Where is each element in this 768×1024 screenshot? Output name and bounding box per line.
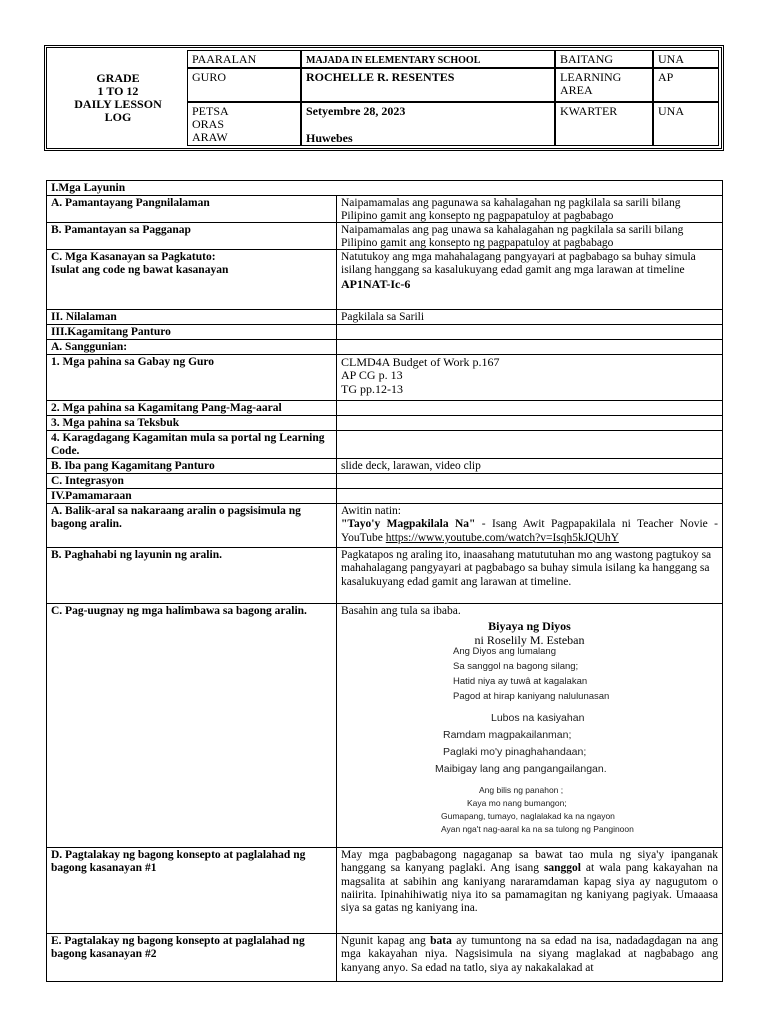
grade-level-label: BAITANG <box>555 50 653 68</box>
grade-title <box>49 50 187 146</box>
row-value: Pagkatapos ng araling ito, inaasahang matututuhan mo ang wastong pagtukoy sa mahahalagang pangyayari at pagbabago sa buhay simula isilang ka hanggang sa kasalukuyang edad gamit ang larawan at timeline. <box>341 549 712 588</box>
emphasis-word: sanggol <box>543 862 582 875</box>
resources-row <box>47 325 722 340</box>
learner-materials-row <box>47 401 722 416</box>
other-resources-row <box>47 459 722 474</box>
examples-row <box>47 604 722 848</box>
row-value: May mga pagbabagong nagaganap sa bawat tao mula ng siya'y ipanganak hanggang sa kanyang paglaki. Ang isang sanggol at wala pang kakayahan na magsalita at sabihin ang kaniyang nararamdaman kapag siya ay nagugutom o naiirita. Ipinahihiwatig niya ito sa pamamagitan ng kaniyang pagiyak. Umaaasa siya sa gatas ng kaniyang ina. <box>341 849 718 915</box>
row-label: B. Paghahabi ng layunin ng aralin. <box>47 548 337 603</box>
grade-line: GRADE <box>96 71 140 85</box>
performance-standard-row <box>47 223 722 250</box>
row-value: Awitin natin: "Tayo'y Magpakilala Na" - Isang Awit Pagpapakilala ni Teacher Novie - YouTube https://www.youtube.com/watch?v=Isqh5kJQUhY <box>341 505 718 544</box>
competencies-row <box>47 250 722 310</box>
row-value: Naipamamalas ang pag unawa sa kahalagahan ng pagkilala sa sarili bilang Pilipino gamit ang konsepto ng pagpapatuloy at pagbabago <box>341 224 684 250</box>
poem-stanza-3: Ang bilis ng panahon ; Kaya mo nang bumangon; Gumapang, tumayo, naglalakad ka na ngayon Ayan nga't nag-aaral ka na sa tulong ng Panginoon <box>441 785 634 834</box>
row-label: D. Pagtalakay ng bagong konsepto at paglalahad ng bagong kasanayan #1 <box>47 848 337 933</box>
row-label: A. Pamantayang Pangnilalaman <box>47 196 337 222</box>
grade-level-value: UNA <box>653 50 719 68</box>
school-label: PAARALAN <box>187 50 301 68</box>
poem-title: Biyaya ng Diyos <box>488 619 571 634</box>
teacher-guide-row <box>47 355 722 401</box>
song-title: "Tayo'y Magpakilala Na" <box>341 518 476 531</box>
emphasis-word: bata <box>430 935 452 947</box>
integration-row <box>47 474 722 489</box>
grade-line: LOG <box>104 110 132 124</box>
date-labels <box>187 102 301 146</box>
references-row <box>47 340 722 355</box>
row-label: 1. Mga pahina sa Gabay ng Guro <box>47 355 337 400</box>
purpose-row <box>47 548 722 604</box>
row-label: II. Nilalaman <box>47 310 337 324</box>
day-label: ARAW <box>192 130 228 144</box>
discussion-1-row <box>47 848 722 934</box>
quarter-value: UNA <box>653 102 719 146</box>
poem-intro: Basahin ang tula sa ibaba. <box>341 605 461 617</box>
row-label: C. Pag-uugnay ng mga halimbawa sa bagong aralin. <box>47 604 337 847</box>
lesson-log-header <box>44 45 724 151</box>
procedures-row <box>47 489 722 504</box>
row-label: A. Balik-aral sa nakaraang aralin o pagsisimula ng bagong aralin. <box>47 504 337 547</box>
content-row <box>47 310 722 325</box>
poem-stanza-2: Lubos na kasiyahan Ramdam magpakailanman; Paglaki mo'y pinaghahandaan; Maibigay lang ang pangangailangan. <box>435 712 607 775</box>
row-label: III.Kagamitang Panturo <box>47 325 337 339</box>
poem-stanza-1: Ang Diyos ang lumalang Sa sanggol na bagong silang; Hatid niya ay tuwâ at kagalakan Pagod at hirap kaniyang nalulunasan <box>453 646 610 702</box>
row-value: Naipamamalas ang pagunawa sa kahalagahan ng pagkilala sa sarili bilang Pilipino gamit ang konsepto ng pagpapatuloy at pagbabago <box>341 197 681 223</box>
row-value: Natutukoy ang mga mahahalagang pangyayari at pagbabago sa buhay simula isilang hanggang sa kasalukuyang edad gamit ang mga larawan at timeline AP1NAT-Ic-6 <box>337 250 722 309</box>
content-standard-row <box>47 196 722 223</box>
teacher-label: GURO <box>187 68 301 102</box>
song-description: - Isang Awit Pagpapakilala ni Teacher Novie - YouTube <box>341 518 718 544</box>
section-heading: I.Mga Layunin <box>51 182 126 194</box>
competency-code: AP1NAT-Ic-6 <box>341 276 411 291</box>
objectives-row <box>47 181 722 196</box>
lesson-table <box>46 180 723 982</box>
row-label: B. Pamantayan sa Pagganap <box>47 223 337 249</box>
row-label: 2. Mga pahina sa Kagamitang Pang-Mag-aaral <box>47 401 337 415</box>
review-row <box>47 504 722 548</box>
school-value: MAJADA IN ELEMENTARY SCHOOL <box>301 50 555 68</box>
row-label: C. Integrasyon <box>47 474 337 488</box>
grade-line: DAILY LESSON <box>74 97 162 111</box>
time-label: ORAS <box>192 117 225 131</box>
song-link[interactable]: https://www.youtube.com/watch?v=Isqh5kJQUhY <box>385 531 619 544</box>
discussion-2-row <box>47 934 722 982</box>
poem-author: ni Roselily M. Esteban <box>474 632 585 647</box>
row-label: B. Iba pang Kagamitang Panturo <box>47 459 337 473</box>
quarter-label: KWARTER <box>555 102 653 146</box>
learning-area-label: LEARNING AREA <box>555 68 653 102</box>
row-value: Ngunit kapag ang bata ay tumuntong na sa edad na isa, nadadagdagan na ang mga kakayahan niya. Nagsisimula na siyang maglakad at nagbabago ang kanyang anyo. Sa edad na tatlo, siya ay nakakalakad at <box>341 935 718 974</box>
row-value <box>337 604 722 847</box>
lr-portal-row <box>47 431 722 459</box>
row-label: 3. Mga pahina sa Teksbuk <box>47 416 337 430</box>
row-label: E. Pagtalakay ng bagong konsepto at paglalahad ng bagong kasanayan #2 <box>47 934 337 982</box>
date-label: PETSA <box>192 104 229 118</box>
date-text: Setyembre 28, 2023 <box>306 104 406 118</box>
teacher-value: ROCHELLE R. RESENTES <box>301 68 555 102</box>
date-value <box>301 102 555 146</box>
row-label: C. Mga Kasanayan sa Pagkatuto: Isulat ang code ng bawat kasanayan <box>47 250 337 309</box>
learning-area-value: AP <box>653 68 719 102</box>
day-text: Huwebes <box>306 131 353 145</box>
row-label: 4. Karagdagang Kagamitan mula sa portal ng Learning Code. <box>47 431 337 458</box>
grade-line: 1 TO 12 <box>97 84 139 98</box>
row-value: CLMD4A Budget of Work p.167 AP CG p. 13 TG pp.12-13 <box>341 355 500 396</box>
row-label: A. Sanggunian: <box>47 340 337 354</box>
row-value: Pagkilala sa Sarili <box>341 311 425 323</box>
row-label: IV.Pamamaraan <box>47 489 337 503</box>
row-value: slide deck, larawan, video clip <box>341 460 481 472</box>
textbook-row <box>47 416 722 431</box>
